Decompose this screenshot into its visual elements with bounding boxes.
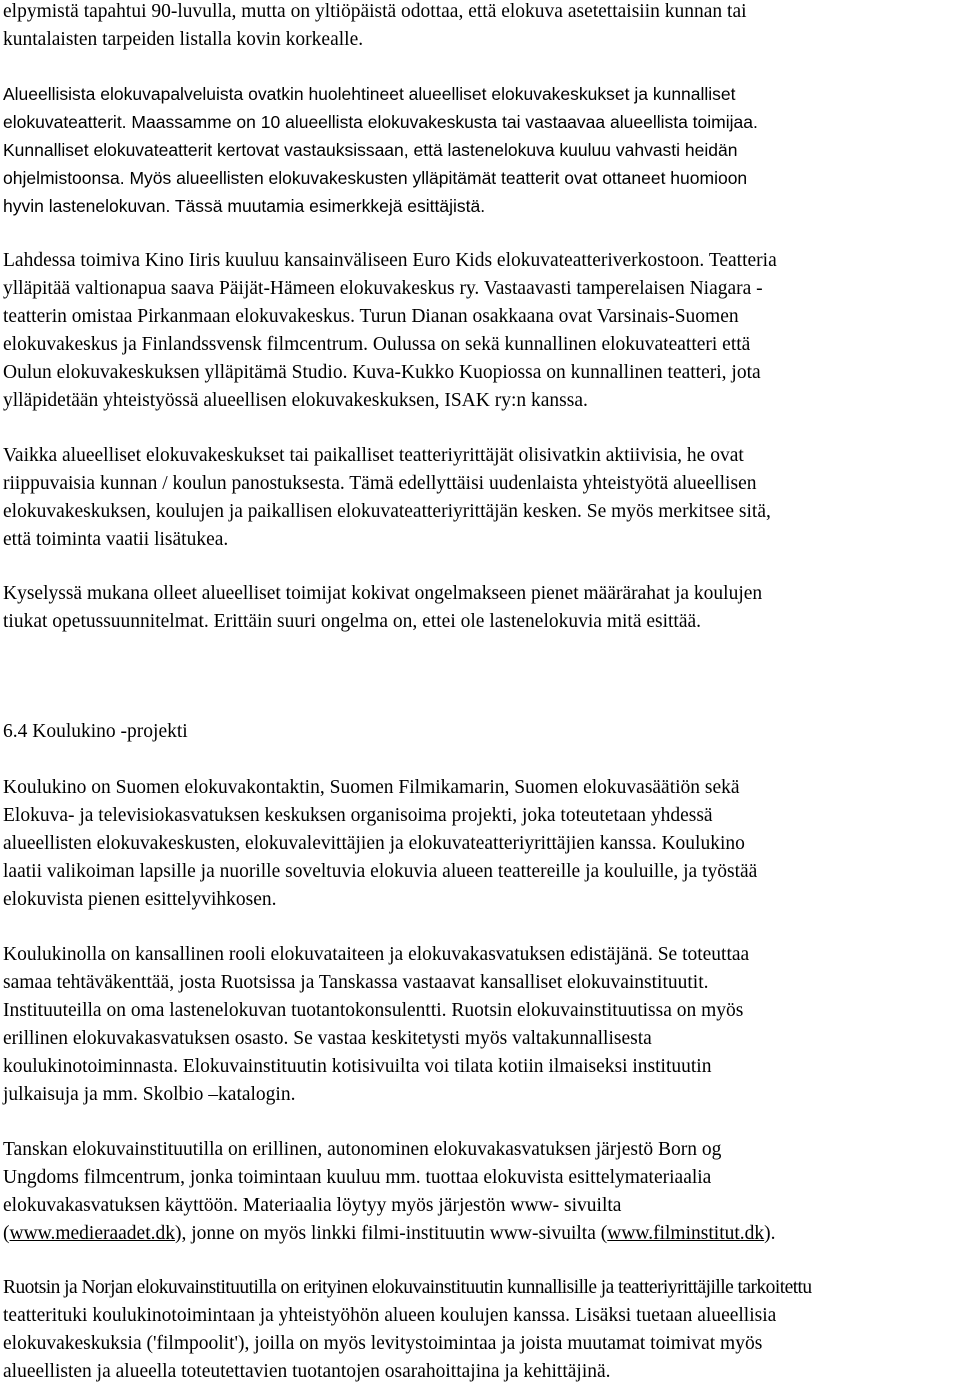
text-line: että toiminta vaatii lisätukea. (3, 529, 229, 550)
text-line: erillinen elokuvakasvatuksen osasto. Se vastaa keskitetysti myös valtakunnallisesta (3, 1028, 652, 1049)
text-line: Oulun elokuvakeskuksen ylläpitämä Studio. Kuva-Kukko Kuopiossa on kunnallinen teatteri, jota (3, 362, 761, 383)
text-line: Elokuva- ja televisiokasvatuksen keskuksen organisoima projekti, joka toteutetaan yhdessä (3, 805, 713, 826)
text-line: Alueellisista elokuvapalveluista ovatkin huolehtineet alueelliset elokuvakeskukset ja kunnalliset (3, 84, 736, 104)
text-line: Koulukino on Suomen elokuvakontaktin, Suomen Filmikamarin, Suomen elokuvasäätiön sekä (3, 777, 740, 798)
text-line: Kunnalliset elokuvateatterit kertovat vastauksissaan, että lastenelokuva kuuluu vahvasti heidän (3, 140, 738, 160)
section-heading (3, 718, 188, 746)
paragraph-intro (3, 0, 957, 54)
text-line: elokuvakeskuksen, koulujen ja paikallisen elokuvateatteriyrittäjän kesken. Se myös merkitsee sitä, (3, 501, 771, 522)
text-line: ylläpidetään yhteistyössä alueellisen elokuvakeskuksen, ISAK ry:n kanssa. (3, 390, 588, 411)
text-line: elokuvista pienen esittelyvihkosen. (3, 889, 277, 910)
text-line: koulukinotoiminnasta. Elokuvainstituutin kotisivuilta voi tilata kotiin ilmaiseksi instituutin (3, 1056, 712, 1077)
text-line: ylläpitää valtionapua saava Päijät-Hämeen elokuvakeskus ry. Vastaavasti tamperelaisen Niagara - (3, 278, 763, 299)
text-segment: ), jonne on myös linkki filmi-instituutin www-sivuilta ( (175, 1223, 608, 1244)
text-segment: ). (764, 1223, 776, 1244)
text-line: teatterin omistaa Pirkanmaan elokuvakeskus. Turun Dianan osakkaana ovat Varsinais-Suomen (3, 306, 739, 327)
text-line: elokuvakeskuksia ('filmpoolit'), joilla on myös levitystoimintaa ja joista muutamat toimivat myös (3, 1333, 763, 1354)
text-line: laatii valikoiman lapsille ja nuorille soveltuvia elokuvia alueen teattereille ja kouluille, ja työstää (3, 861, 758, 882)
text-line: kuntalaisten tarpeiden listalla kovin korkealle. (3, 29, 364, 50)
text-line: samaa tehtäväkenttää, josta Ruotsissa ja Tanskassa vastaavat kansalliset elokuvainstituutit. (3, 972, 709, 993)
text-line: Tanskan elokuvainstituutilla on erillinen, autonominen elokuvakasvatuksen järjestö Born og (3, 1139, 722, 1160)
text-line: elokuvakasvatuksen käyttöön. Materiaalia löytyy myös järjestön www- sivuilta (3, 1195, 622, 1216)
text-line: tiukat opetussuunnitelmat. Erittäin suuri ongelma on, ettei ole lastenelokuvia mitä esittää. (3, 611, 702, 632)
paragraph-survey (3, 580, 957, 636)
text-line: Lahdessa toimiva Kino Iiris kuuluu kansainväliseen Euro Kids elokuvateatteriverkostoon. Teatteria (3, 250, 777, 271)
text-line: elokuvateatterit. Maassamme on 10 alueellista elokuvakeskusta tai vastaavaa alueellista toimijaa. (3, 112, 758, 132)
link-medieraadet[interactable]: www.medieraadet.dk (9, 1223, 176, 1244)
text-line: teatterituki koulukinotoimintaan ja yhteistyöhön alueen koulujen kanssa. Lisäksi tuetaan alueellisia (3, 1305, 777, 1326)
paragraph-sweden-norway (3, 1274, 957, 1386)
paragraph-examples (3, 247, 957, 415)
text-line: elokuvakeskus ja Finlandssvensk filmcentrum. Oulussa on sekä kunnallinen elokuvateatteri että (3, 334, 751, 355)
text-line: alueellisten ja alueella toteutettavien tuotantojen osarahoittajina ja kehittäjinä. (3, 1361, 611, 1382)
section-number: 6.4 (3, 721, 28, 742)
text-line: Koulukinolla on kansallinen rooli elokuvataiteen ja elokuvakasvatuksen edistäjänä. Se toteuttaa (3, 944, 750, 965)
text-line: Kyselyssä mukana olleet alueelliset toimijat kokivat ongelmakseen pienet määrärahat ja koulujen (3, 583, 763, 604)
text-line: ohjelmistoonsa. Myös alueellisten elokuvakeskusten ylläpitämät teatterit ovat ottaneet huomioon (3, 168, 748, 188)
text-line: julkaisuja ja mm. Skolbio –katalogin. (3, 1084, 296, 1105)
paragraph-denmark (3, 1136, 957, 1248)
text-line: elpymistä tapahtui 90-luvulla, mutta on yltiöpäistä odottaa, että elokuva asetettaisiin kunnan tai (3, 1, 747, 22)
paragraph-regional-services (3, 80, 957, 220)
paragraph-koulukino (3, 774, 957, 914)
text-line: riippuvaisia kunnan / koulun panostuksesta. Tämä edellyttäisi uudenlaista yhteistyötä alueellisen (3, 473, 757, 494)
link-filminstitut[interactable]: www.filminstitut.dk (607, 1223, 765, 1244)
text-line: Ungdoms filmcentrum, jonka toimintaan kuuluu mm. tuottaa elokuvista esittelymateriaalia (3, 1167, 712, 1188)
text-segment: ( (3, 1223, 10, 1244)
text-line: Ruotsin ja Norjan elokuvainstituutilla on erityinen elokuvainstituutin kunnallisille ja teatteriyrittäjille tarkoitettu (3, 1277, 812, 1298)
paragraph-dependency (3, 442, 957, 554)
section-title: Koulukino -projekti (32, 721, 188, 742)
text-line: Instituuteilla on oma lastenelokuvan tuotantokonsulentti. Ruotsin elokuvainstituutissa on myös (3, 1000, 744, 1021)
text-line: Vaikka alueelliset elokuvakeskukset tai paikalliset teatteriyrittäjät olisivatkin aktiivisia, he ovat (3, 445, 744, 466)
text-line-with-links (3, 1220, 957, 1248)
paragraph-national-role (3, 941, 957, 1109)
text-line: hyvin lastenelokuvan. Tässä muutamia esimerkkejä esittäjistä. (3, 196, 486, 216)
text-line: alueellisten elokuvakeskusten, elokuvalevittäjien ja elokuvateatteriyrittäjien kanssa. Koulukino (3, 833, 745, 854)
